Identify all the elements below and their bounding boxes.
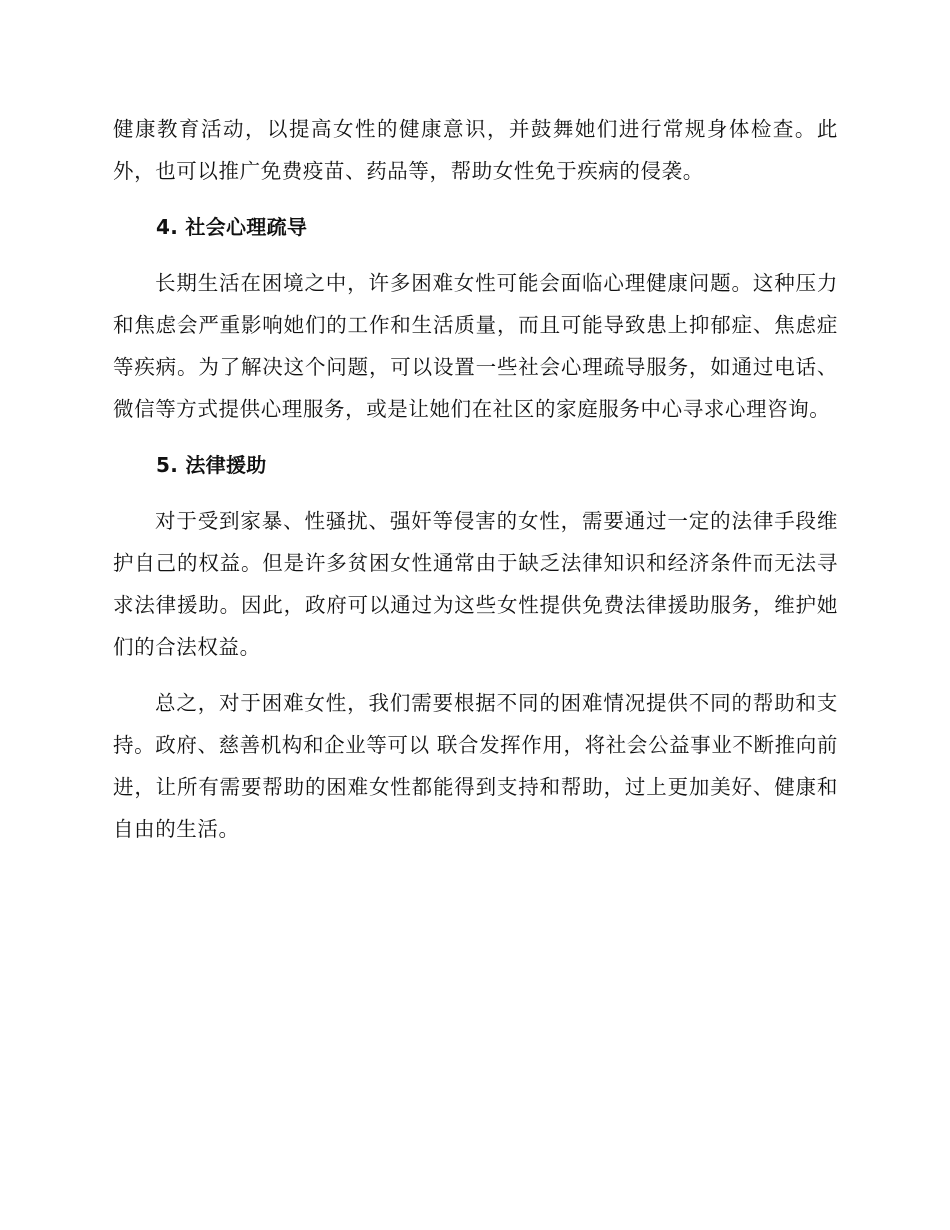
paragraph-legal-aid: 对于受到家暴、性骚扰、强奸等侵害的女性，需要通过一定的法律手段维护自己的权益。但是许多贫困女性通常由于缺乏法律知识和经济条件而无法寻求法律援助。因此，政府可以通过为这些女性提供免费法律援助服务，维护她们的合法权益。 (113, 509, 838, 659)
document-body (113, 108, 838, 864)
paragraph-psychological-counseling: 长期生活在困境之中，许多困难女性可能会面临心理健康问题。这种压力和焦虑会严重影响她们的工作和生活质量，而且可能导致患上抑郁症、焦虑症等疾病。为了解决这个问题，可以设置一些社会心理疏导服务，如通过电话、微信等方式提供心理服务，或是让她们在社区的家庭服务中心寻求心理咨询。 (113, 271, 838, 421)
section-heading-psychological-counseling: 4. 社会心理疏导 (156, 215, 308, 239)
section-heading-legal-aid: 5. 法律援助 (156, 453, 267, 477)
paragraph-conclusion: 总之，对于困难女性，我们需要根据不同的困难情况提供不同的帮助和支持。政府、慈善机构和企业等可以 联合发挥作用，将社会公益事业不断推向前进，让所有需要帮助的困难女性都能得到支持和帮助，过上更加美好、健康和自由的生活。 (113, 691, 838, 841)
paragraph-health-education: 健康教育活动，以提高女性的健康意识，并鼓舞她们进行常规身体检查。此外，也可以推广免费疫苗、药品等，帮助女性免于疾病的侵袭。 (113, 117, 838, 183)
